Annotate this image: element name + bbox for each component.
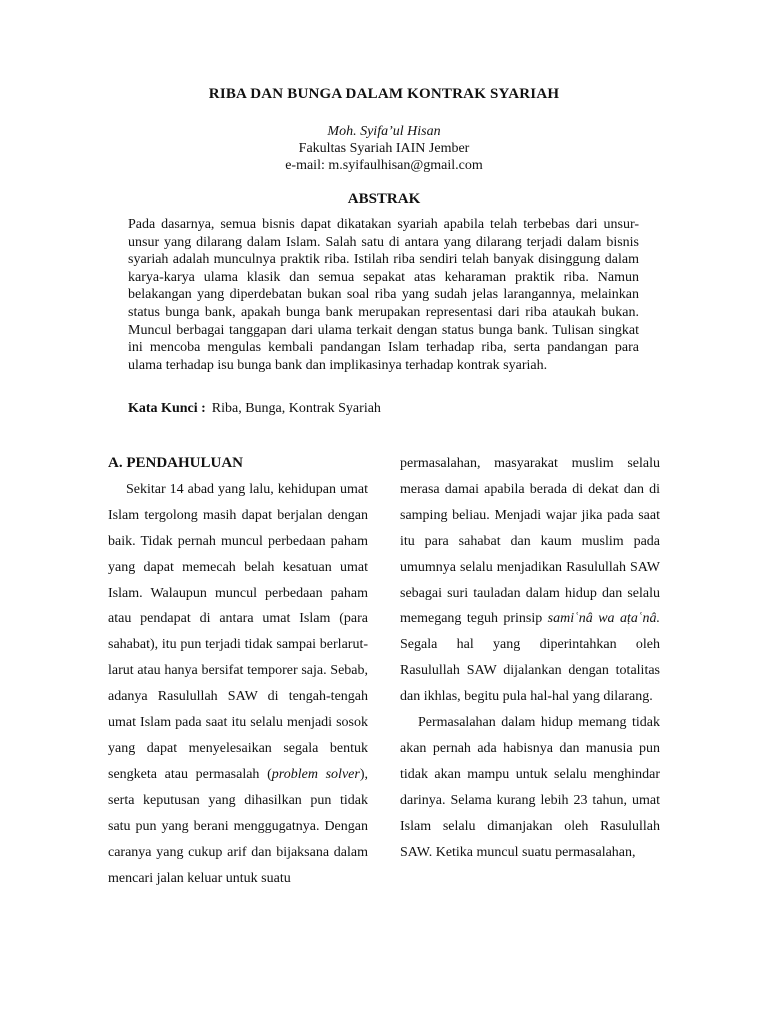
author-affiliation: Fakultas Syariah IAIN Jember <box>298 141 470 156</box>
paragraph-text: ), serta keputusan yang dihasilkan pun tidak satu pun yang berani menggugatnya. Dengan caranya yang cukup arif dan bijaksana dalam mencari jalan keluar untuk suatu <box>108 766 368 886</box>
left-column <box>108 451 368 891</box>
keywords <box>128 401 381 417</box>
author-name: Moh. Syifa’ul Hisan <box>327 124 441 139</box>
paragraph-text: Segala hal yang diperintahkan oleh Rasulullah SAW dijalankan dengan totalitas dan ikhlas, begitu pula hal-hal yang dilarang. <box>400 637 660 705</box>
abstract-heading: ABSTRAK <box>347 191 421 207</box>
paragraph-text: Sekitar 14 abad yang lalu, kehidupan umat Islam tergolong masih dapat berjalan dengan baik. Tidak pernah muncul perbedaan paham yang dapat memecah belah kesatuan umat Islam. Walaupun muncul perbedaan paham atau pendapat di antara umat Islam (para sahabat), itu pun terjadi tidak sampai berlarut-larut atau hanya bersifat temporer saja. Sebab, adanya Rasulullah SAW di tengah-tengah umat Islam pada saat itu selalu menjadi sosok yang dapat menyelesaikan segala bentuk sengketa atau permasalah ( <box>108 481 368 782</box>
paragraph-text: permasalahan, masyarakat muslim selalu merasa damai apabila berada di dekat dan di samping beliau. Menjadi wajar jika pada saat itu para sahabat dan kaum muslim pada umumnya selalu menjadikan Rasulullah SAW sebagai suri tauladan dalam hidup dan selalu memegang teguh prinsip <box>400 456 660 627</box>
author-email: e-mail: m.syifaulhisan@gmail.com <box>285 158 483 173</box>
body-paragraph <box>400 451 660 710</box>
section-heading: A. PENDAHULUAN <box>108 455 243 471</box>
italic-term: samiʿnâ wa aṭaʿnâ. <box>547 611 661 627</box>
abstract-text: Pada dasarnya, semua bisnis dapat dikatakan syariah apabila telah terbebas dari unsur-unsur yang dilarang dalam Islam. Salah satu di antara yang dilarang terjadi dalam bisnis syariah adalah munculnya praktik riba. Istilah riba sendiri telah banyak disinggung dalam karya-karya ulama klasik dan semua sepakat atas keharaman praktik riba. Namun belakangan yang diperdebatan bukan soal riba yang sudah jelas larangannya, melainkan status bunga bank, apakah bunga bank merupakan representasi dari riba ataukah bukan. Muncul berbagai tanggapan dari ulama terkait dengan status bunga bank. Tulisan singkat ini mencoba mengulas kembali pandangan Islam terhadap riba, serta pandangan para ulama terhadap isu bunga bank dan implikasinya terhadap kontrak syariah. <box>128 217 639 373</box>
body-paragraph <box>108 477 368 892</box>
italic-term: problem solver <box>271 766 360 782</box>
paper-title: RIBA DAN BUNGA DALAM KONTRAK SYARIAH <box>208 86 560 102</box>
keywords-label: Kata Kunci : <box>128 401 206 416</box>
right-column <box>400 451 660 866</box>
keywords-value: Riba, Bunga, Kontrak Syariah <box>211 401 381 416</box>
body-paragraph: Permasalahan dalam hidup memang tidak akan pernah ada habisnya dan manusia pun tidak akan mampu untuk selalu menghindar darinya. Selama kurang lebih 23 tahun, umat Islam selalu dimanjakan oleh Rasulullah SAW. Ketika muncul suatu permasalahan, <box>400 715 660 860</box>
